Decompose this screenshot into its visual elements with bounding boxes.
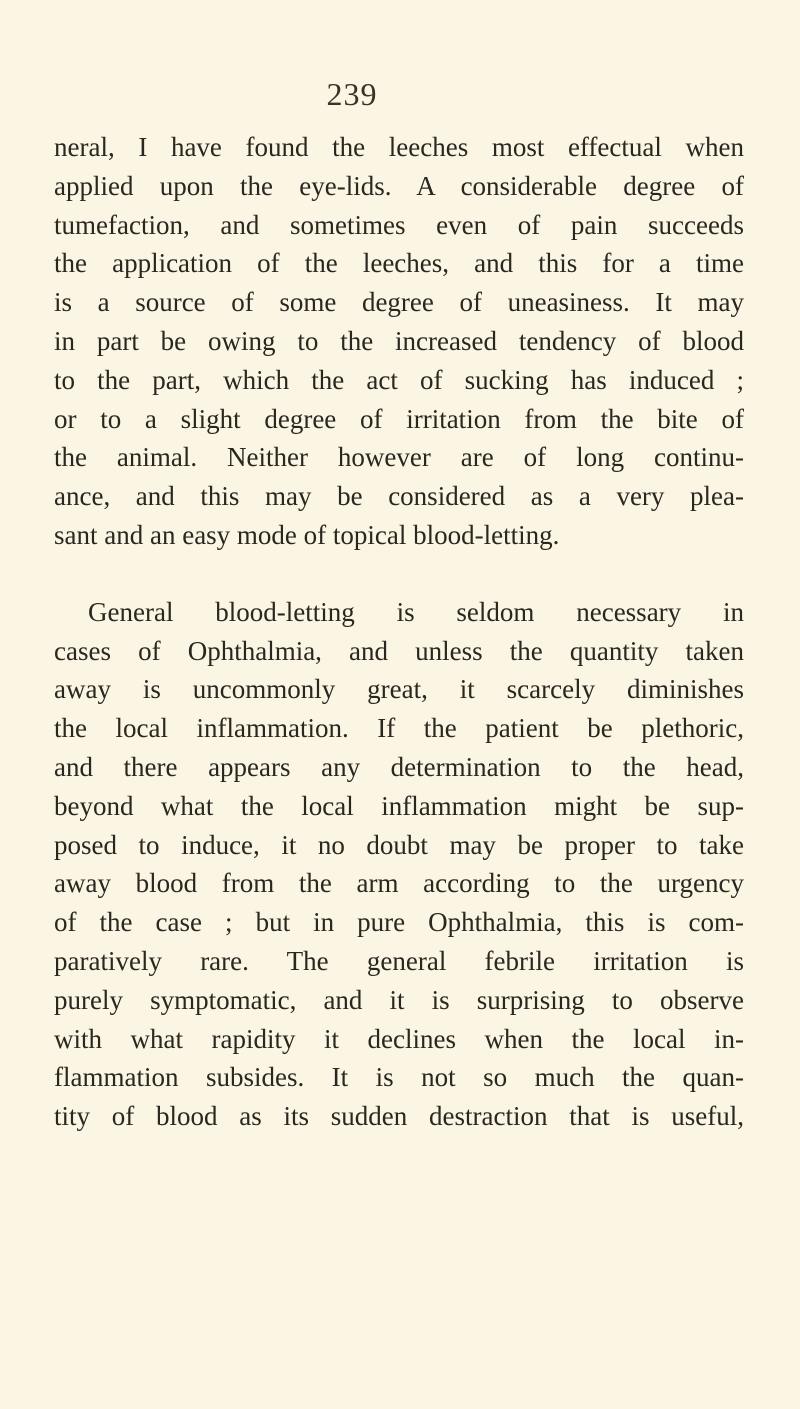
text-line: of the case ; but in pure Ophthalmia, this is com- — [54, 907, 744, 938]
body-text — [54, 128, 744, 1175]
text-line: the animal. Neither however are of long continu- — [54, 442, 744, 473]
text-line: the application of the leeches, and this for a time — [54, 248, 744, 279]
text-line — [54, 1136, 744, 1175]
paragraph-1 — [54, 128, 744, 555]
text-line: or to a slight degree of irritation from the bite of — [54, 403, 744, 434]
text-line: to the part, which the act of sucking has induced ; — [54, 364, 744, 395]
text-line: sant and an easy mode of topical blood-letting. — [54, 519, 560, 550]
text-line: and there appears any determination to the head, — [54, 751, 744, 782]
text-line: applied upon the eye-lids. A considerable degree of — [54, 170, 744, 201]
text-line: neral, I have found the leeches most effectual when — [54, 132, 744, 162]
text-line: ance, and this may be considered as a very plea- — [54, 481, 744, 512]
text-line: away blood from the arm according to the urgency — [54, 868, 744, 899]
text-line: flammation subsides. It is not so much the quan- — [54, 1062, 744, 1093]
text-line: purely symptomatic, and it is surprising to observe — [54, 984, 744, 1015]
text-line: tity of blood as its sudden destraction that is useful, — [54, 1101, 744, 1132]
text-line: posed to induce, it no doubt may be proper to take — [54, 829, 744, 860]
text-line: with what rapidity it declines when the local in- — [54, 1023, 744, 1054]
text-line: away is uncommonly great, it scarcely diminishes — [54, 674, 744, 705]
text-line: in part be owing to the increased tendency of blood — [54, 325, 744, 356]
page-number: 239 — [326, 76, 378, 112]
text-line: is a source of some degree of uneasiness. It may — [54, 287, 744, 318]
paragraph-gap — [54, 555, 744, 593]
text-line: General blood-letting is seldom necessary in — [88, 596, 744, 627]
text-line: tumefaction, and sometimes even of pain succeeds — [54, 209, 744, 240]
text-line: beyond what the local inflammation might be sup- — [54, 790, 744, 821]
text-line: cases of Ophthalmia, and unless the quantity taken — [54, 635, 744, 666]
paragraph-2 — [54, 593, 744, 1175]
text-line: paratively rare. The general febrile irritation is — [54, 945, 744, 976]
text-line: the local inflammation. If the patient be plethoric, — [54, 713, 744, 744]
